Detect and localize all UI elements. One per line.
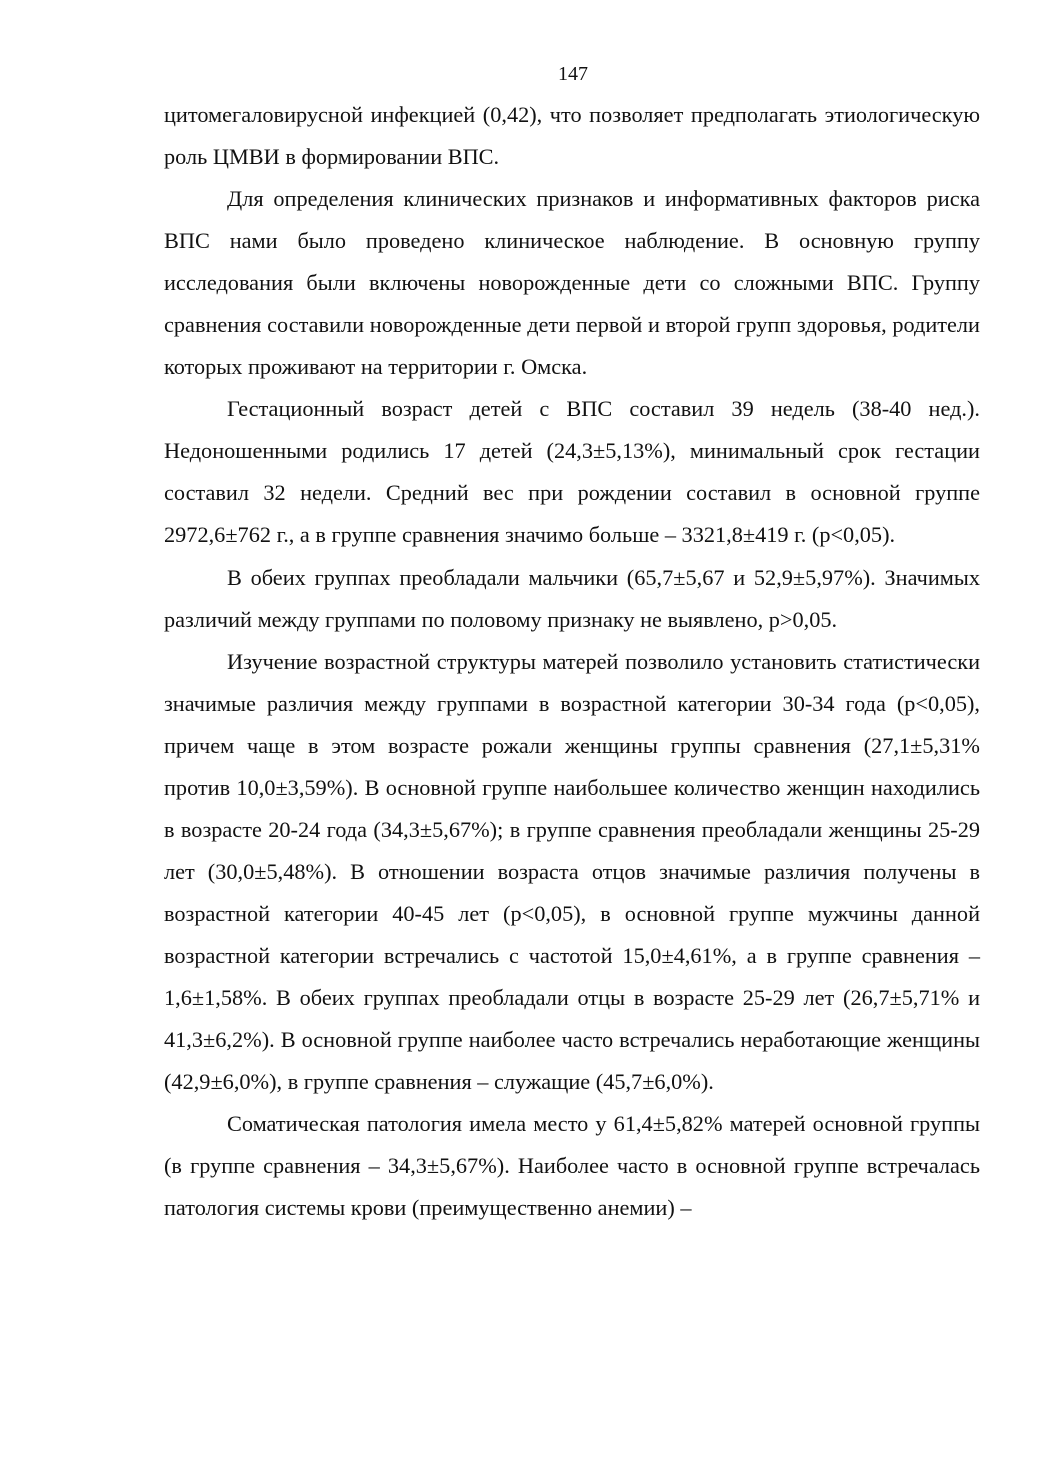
paragraph-continued: цитомегаловирусной инфекцией (0,42), что позволяет предполагать этиологическую роль ЦМВИ в формировании ВПС. bbox=[164, 102, 980, 170]
paragraph: Для определения клинических признаков и информативных факторов риска ВПС нами было проведено клиническое наблюдение. В основную группу исследования были включены новорожденные дети со сложными ВПС. Группу сравнения составили новорожденные дети первой и второй групп здоровья, родители которых проживают на территории г. Омска. bbox=[164, 186, 980, 380]
paragraph: Соматическая патология имела место у 61,4±5,82% матерей основной группы (в группе сравнения – 34,3±5,67%). Наиболее часто в основной группе встречалась патология системы крови (преимущественно анемии) – bbox=[164, 1111, 980, 1221]
document-body bbox=[164, 94, 980, 1229]
paragraph: Изучение возрастной структуры матерей позволило установить статистически значимые различия между группами в возрастной категории 30-34 года (р<0,05), причем чаще в этом возрасте рожали женщины группы сравнения (27,1±5,31% против 10,0±3,59%). В основной группе наибольшее количество женщин находились в возрасте 20-24 года (34,3±5,67%); в группе сравнения преобладали женщины 25-29 лет (30,0±5,48%). В отношении возраста отцов значимые различия получены в возрастной категории 40-45 лет (р<0,05), в основной группе мужчины данной возрастной категории встречались с частотой 15,0±4,61%, а в группе сравнения – 1,6±1,58%. В обеих группах преобладали отцы в возрасте 25-29 лет (26,7±5,71% и 41,3±6,2%). В основной группе наиболее часто встречались неработающие женщины (42,9±6,0%), в группе сравнения – служащие (45,7±6,0%). bbox=[164, 648, 980, 1095]
paragraph: Гестационный возраст детей с ВПС составил 39 недель (38-40 нед.). Недоношенными родились 17 детей (24,3±5,13%), минимальный срок гестации составил 32 недели. Средний вес при рождении составил в основной группе 2972,6±762 г., а в группе сравнения значимо больше – 3321,8±419 г. (р<0,05). bbox=[164, 396, 980, 548]
paragraph: В обеих группах преобладали мальчики (65,7±5,67 и 52,9±5,97%). Значимых различий между группами по половому признаку не выявлено, р>0,05. bbox=[164, 564, 980, 632]
page-number: 147 bbox=[558, 63, 588, 85]
